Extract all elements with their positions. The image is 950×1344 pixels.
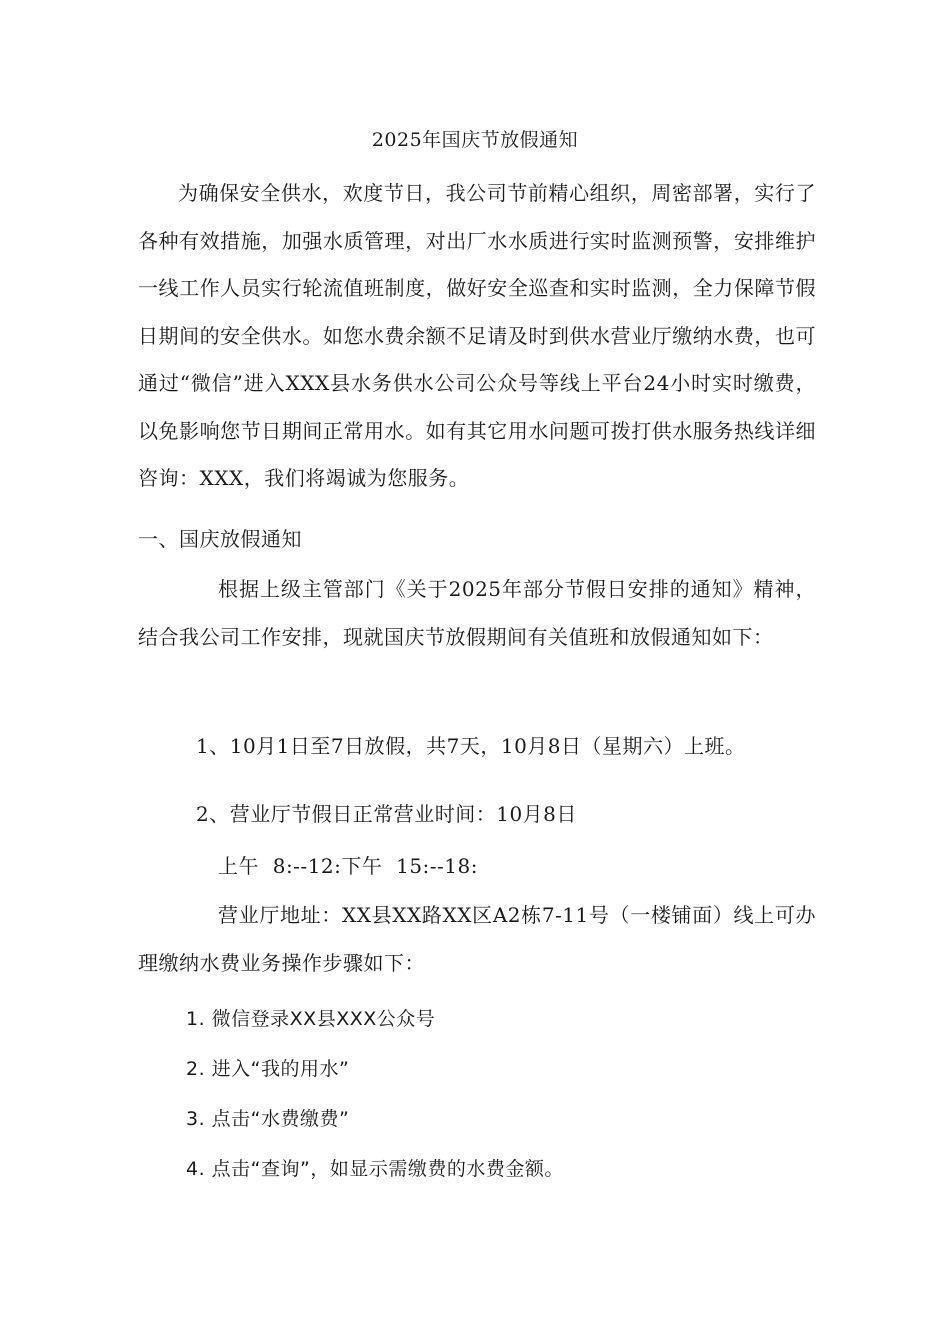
section-body: 根据上级主管部门《关于2025年部分节假日安排的通知》精神，结合我公司工作安排，现就国庆节放假期间有关值班和放假通知如下： [138,577,816,649]
step-item: 4. 点击“查询”，如显示需缴费的水费金额。 [186,1158,564,1180]
business-hours-item: 2、营业厅节假日正常营业时间：10月8日 [196,802,577,826]
business-hours-times: 上午 8:--12:下午 15:--18: [218,854,478,878]
step-item: 1. 微信登录XX县XXX公众号 [186,1008,436,1030]
intro-paragraph: 为确保安全供水，欢度节日，我公司节前精心组织，周密部署，实行了各种有效措施，加强水质管理，对出厂水水质进行实时监测预警，安排维护一线工作人员实行轮流值班制度，做好安全巡查和实时监测，全力保障节假日期间的安全供水。如您水费余额不足请及时到供水营业厅缴纳水费，也可通过“微信”进入XXX县水务供水公司公众号等线上平台24小时实时缴费，以免影响您节日期间正常用水。如有其它用水问题可拨打供水服务热线详细咨询：XXX，我们将竭诚为您服务。 [138,181,816,490]
office-address: 营业厅地址：XX县XX路XX区A2栋7-11号（一楼铺面）线上可办理缴纳水费业务操作步骤如下： [138,903,816,975]
document-title: 2025年国庆节放假通知 [371,129,579,151]
step-item: 2. 进入“我的用水” [186,1058,350,1080]
step-item: 3. 点击“水费缴费” [186,1108,350,1130]
section-heading: 一、国庆放假通知 [138,527,302,551]
holiday-schedule-item: 1、10月1日至7日放假，共7天，10月8日（星期六）上班。 [196,734,746,758]
